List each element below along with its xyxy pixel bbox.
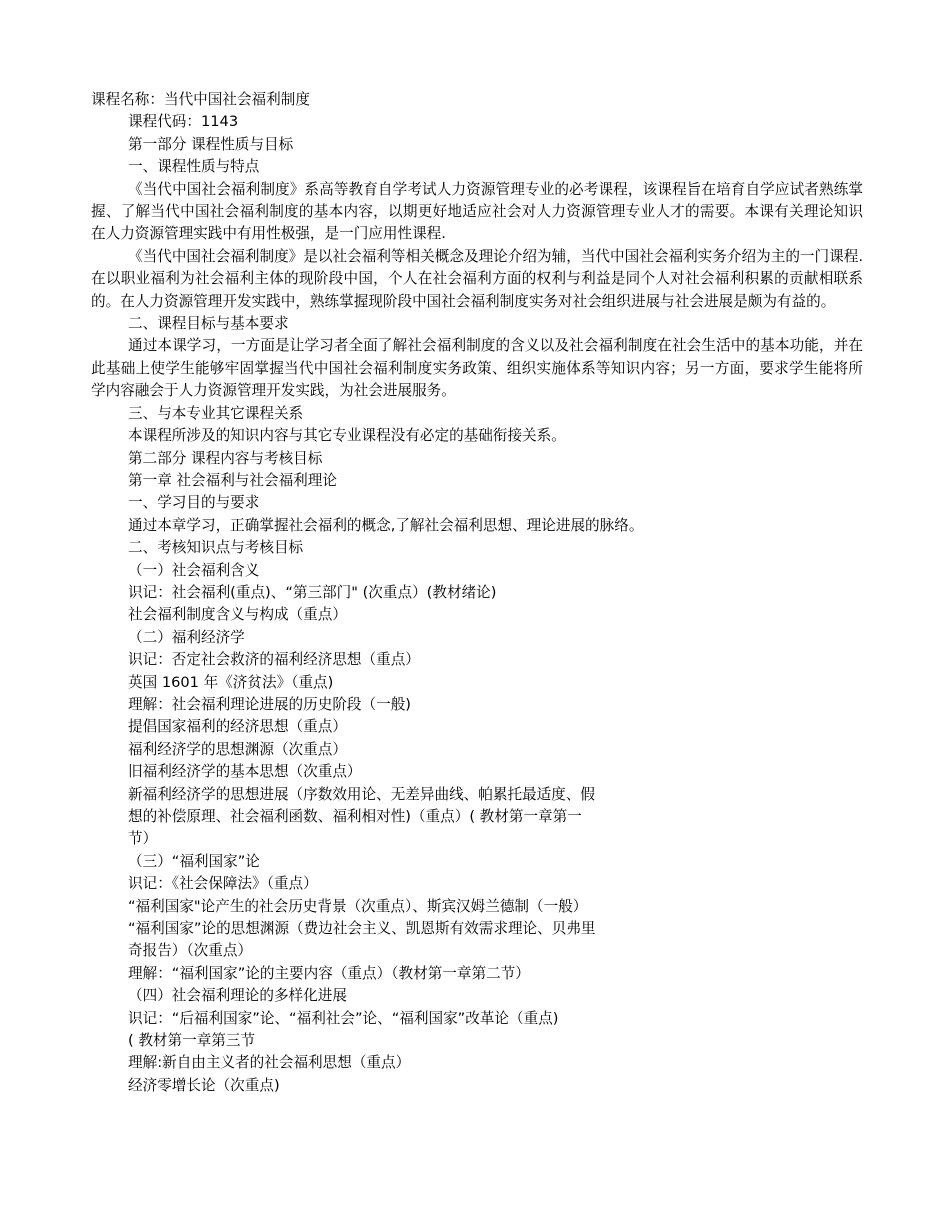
list-item: （三）“福利国家”论 <box>128 852 260 870</box>
chapter1-section-heading-1: 一、学习目的与要求 <box>128 494 260 512</box>
list-item: （四）社会福利理论的多样化进展 <box>128 987 347 1005</box>
paragraph-1: 《当代中国社会福利制度》系高等教育自学考试人力资源管理专业的必考课程，该课程旨在培育自学应试者熟练掌握、了解当代中国社会福利制度的基本内容，以期更好地适应社会对人力资源管理专业人才的需要。本课有关理论知识在人力资源管理实践中有用性极强，是一门应用性课程. <box>91 180 863 243</box>
list-item: 新福利经济学的思想进展（序数效用论、无差异曲线、帕累托最适度、假想的补偿原理、社会福利函数、福利相对性)（重点）( 教材第一章第一节） <box>128 785 596 848</box>
relation-text: 本课程所涉及的知识内容与其它专业课程没有必定的基础衔接关系。 <box>128 427 566 445</box>
list-item: 提倡国家福利的经济思想（重点） <box>128 718 347 736</box>
chapter-heading-1: 第一章 社会福利与社会福利理论 <box>128 471 337 489</box>
course-name: 课程名称：当代中国社会福利制度 <box>91 91 310 108</box>
list-item: 英国 1601 年《济贫法》（重点) <box>128 673 334 691</box>
list-item: 旧福利经济学的基本思想（次重点） <box>128 763 362 781</box>
document-body <box>91 89 863 1097</box>
section-heading-2: 二、课程目标与基本要求 <box>128 315 289 333</box>
list-item: ( 教材第一章第三节 <box>128 1032 256 1050</box>
list-item: “福利国家”论的思想渊源（费边社会主义、凯恩斯有效需求理论、贝弗里奇报告）（次重点） <box>128 920 596 960</box>
list-item: 理解：社会福利理论进展的历史阶段（一般) <box>128 695 411 713</box>
list-item: “福利国家"论产生的社会历史背景（次重点）、斯宾汉姆兰德制（一般） <box>128 897 588 915</box>
course-code: 课程代码：1143 <box>128 113 239 131</box>
list-item: 福利经济学的思想渊源（次重点） <box>128 740 347 758</box>
list-item: 识记：《社会保障法》（重点） <box>128 875 318 893</box>
list-item: 理解：“福利国家”论的主要内容（重点）（教材第一章第二节） <box>128 964 530 982</box>
list-item: 理解:新自由主义者的社会福利思想（重点） <box>128 1054 411 1072</box>
chapter1-section-heading-2: 二、考核知识点与考核目标 <box>128 539 304 557</box>
list-item: （二）福利经济学 <box>128 628 245 646</box>
knowledge-point-list <box>91 560 863 1098</box>
list-item: 经济零增长论（次重点) <box>128 1076 280 1094</box>
section-heading-3: 三、与本专业其它课程关系 <box>128 404 304 422</box>
paragraph-3: 通过本课学习，一方面是让学习者全面了解社会福利制度的含义以及社会福利制度在社会生活中的基本功能，并在此基础上使学生能够牢固掌握当代中国社会福利制度实务政策、组织实施体系等知识内容；另一方面，要求学生能将所学内容融会于人力资源管理开发实践，为社会进展服务。 <box>91 337 863 400</box>
list-item: （一）社会福利含义 <box>128 561 260 579</box>
list-item: 识记：否定社会救济的福利经济思想（重点） <box>128 651 420 669</box>
section-heading-1: 一、课程性质与特点 <box>128 158 260 176</box>
part-two-heading: 第二部分 课程内容与考核目标 <box>128 449 323 467</box>
list-item: 社会福利制度含义与构成（重点） <box>128 606 347 624</box>
paragraph-2: 《当代中国社会福利制度》是以社会福利等相关概念及理论介绍为辅，当代中国社会福利实务介绍为主的一门课程.在以职业福利为社会福利主体的现阶段中国，个人在社会福利方面的权利与利益是同个人对社会福利积累的贡献相联系的。在人力资源管理开发实践中，熟练掌握现阶段中国社会福利制度实务对社会组织进展与社会进展是颇为有益的。 <box>91 247 863 310</box>
part-one-heading: 第一部分 课程性质与目标 <box>128 135 294 153</box>
list-item: 识记：社会福利(重点)、“第三部门" (次重点）(教材绪论) <box>128 583 497 601</box>
list-item: 识记：“后福利国家”论、“福利社会”论、“福利国家”改革论（重点) <box>128 1009 559 1027</box>
chapter1-section-text-1: 通过本章学习，正确掌握社会福利的概念,了解社会福利思想、理论进展的脉络。 <box>128 516 644 534</box>
